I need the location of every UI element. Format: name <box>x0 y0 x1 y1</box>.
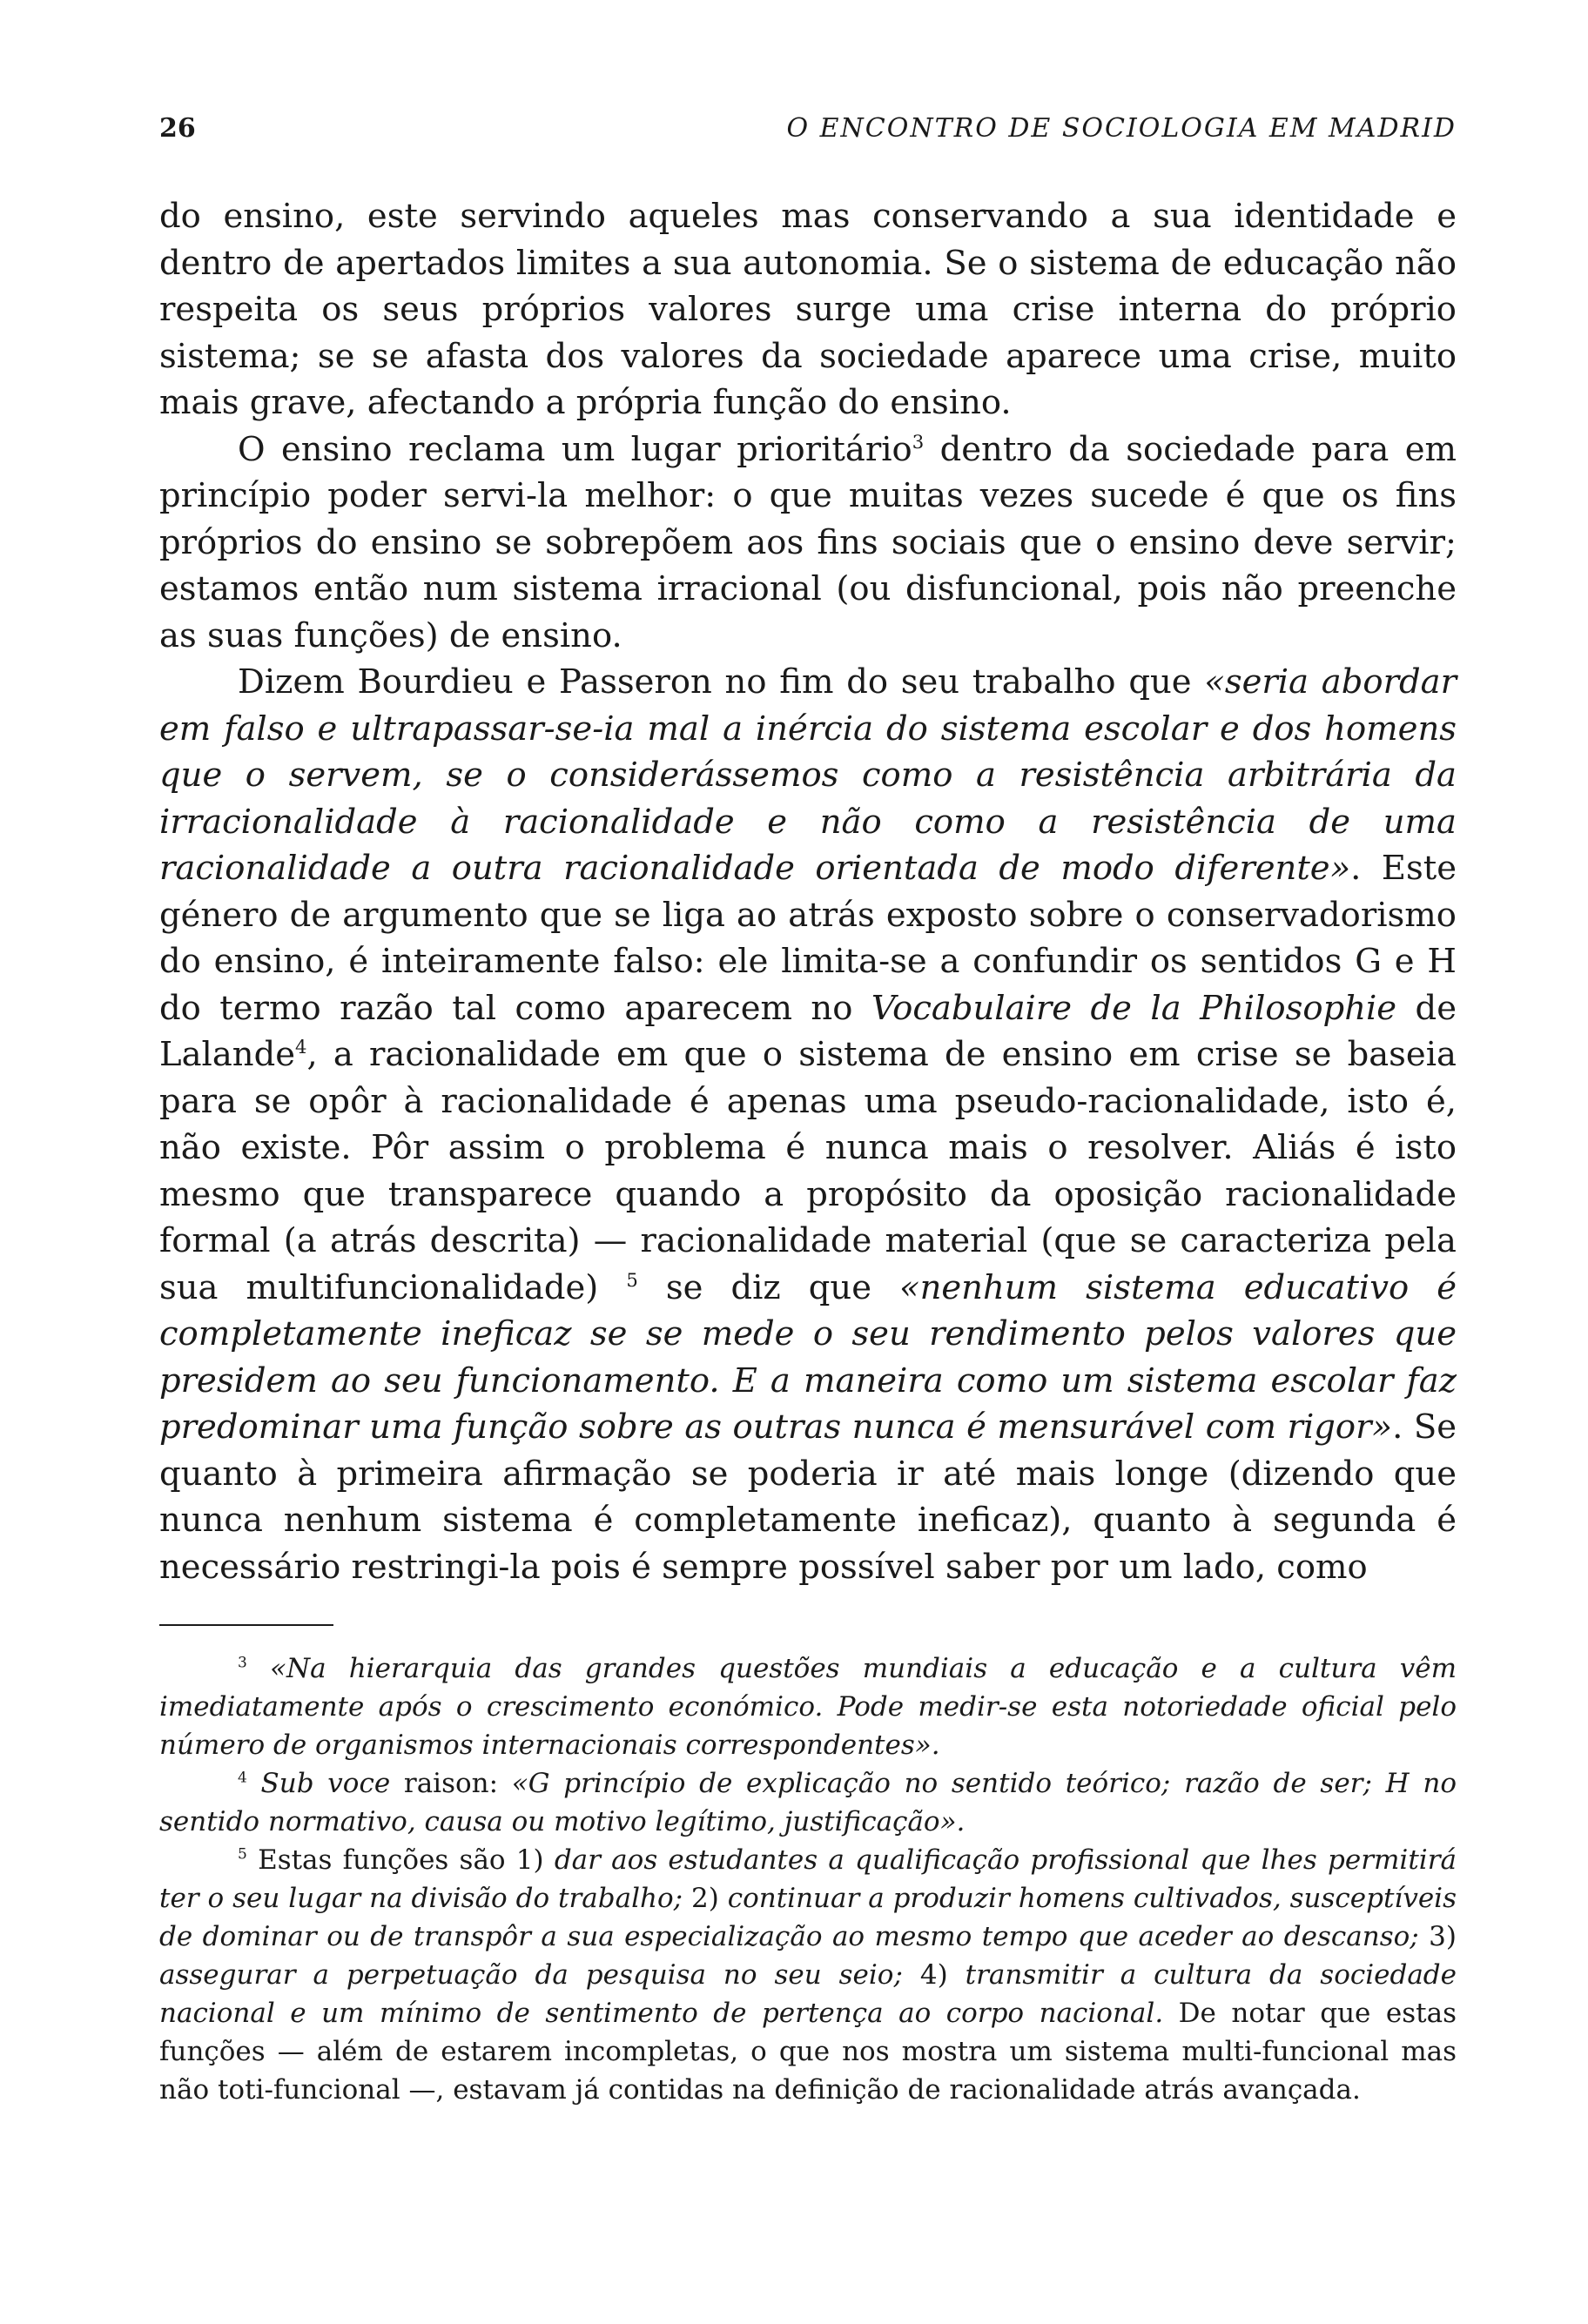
footnote-5-text-i: De notar que estas funções — além de estarem incompletas, o que nos mostra um sistema multi-funcional mas não toti-funcional —, estavam já contidas na definição de racionalidade atrás avançada. <box>159 1998 1457 2106</box>
footnote-5-text-b: dar aos estudantes a qualificação profissional que lhes permitirá ter o seu lugar na divisão do trabalho; <box>159 1844 1457 1914</box>
footnote-3-text: «Na hierarquia das grandes questões mundiais a educação e a cultura vêm imediatamente após o crescimento económico. Pode medir-se esta notoriedade oficial pelo número de organismos internacionais correspondentes». <box>159 1653 1457 1761</box>
paragraph-2-text-b: dentro da sociedade para em princípio poder servi-la melhor: o que muitas vezes sucede é que os fins próprios do ensino se sobrepõem aos fins sociais que o ensino deve servir; estamos então num sistema irracional (ou disfuncional, pois não preenche as suas funções) de ensino. <box>159 429 1457 655</box>
running-head <box>159 111 1457 146</box>
footnote-4-text-a: Sub voce <box>260 1768 391 1799</box>
footnote-5-text-a: Estas funções são 1) <box>258 1844 555 1876</box>
page-number: 26 <box>159 113 196 144</box>
paragraph-3-text-e: se diz que <box>637 1267 900 1307</box>
footnote-ref-5: 5 <box>626 1268 638 1291</box>
footnote-divider <box>159 1624 333 1626</box>
educational-system-quote: «nenhum sistema educativo é completamente ineficaz se se mede o seu rendimento pelos valores que presidem ao seu funcionamento. E a maneira como um sistema escolar faz predominar uma função sobre as outras nunca é mensurável com rigor» <box>159 1267 1457 1447</box>
paragraph-3-text-f: . Se quanto à primeira afirmação se poderia ir até mais longe (dizendo que nunca nenhum sistema é completamente ineficaz), quanto à segunda é necessário restringi-la pois é sempre possível saber por um lado, como <box>159 1407 1457 1587</box>
paragraph-1: do ensino, este servindo aqueles mas conservando a sua identidade e dentro de apertados limites a sua autonomia. Se o sistema de educação não respeita os seus próprios valores surge uma crise interna do próprio sistema; se se afasta dos valores da sociedade aparece uma crise, muito mais grave, afectando a própria função do ensino. <box>159 197 1457 422</box>
paragraph-3-text-a: Dizem Bourdieu e Passeron no fim do seu trabalho que <box>238 662 1205 702</box>
footnotes <box>159 1649 1457 2109</box>
footnote-5 <box>159 1841 1457 2109</box>
footnote-4-text-c: «G princípio de explicação no sentido teórico; razão de ser; H no sentido normativo, causa ou motivo legítimo, justificação». <box>159 1768 1457 1837</box>
paragraph-3-text-c: de Lalande <box>159 988 1457 1074</box>
footnote-ref-3: 3 <box>912 430 925 453</box>
paragraph-2-text-a: O ensino reclama um lugar prioritário <box>238 429 912 469</box>
footnote-5-text-g: 4) <box>902 1959 966 1991</box>
running-title: O ENCONTRO DE SOCIOLOGIA EM MADRID <box>786 113 1457 144</box>
paragraph-2 <box>159 427 1457 660</box>
paragraph-3-text-d: , a racionalidade em que o sistema de ensino em crise se baseia para se opôr à racionalidade é apenas uma pseudo-racionalidade, isto é, não existe. Pôr assim o problema é nunca mais o resolver. Aliás é isto mesmo que transparece quando a propósito da oposição racionalidade formal (a atrás descrita) — racionalidade material (que se caracteriza pela sua multifuncionalidade) <box>159 1035 1457 1307</box>
bourdieu-passeron-quote: «seria abordar em falso e ultrapassar-se-ia mal a inércia do sistema escolar e dos homens que o servem, se o considerássemos como a resistência arbitrária da irracionalidade à racionalidade e não como a resistência de uma racionalidade a outra racionalidade orientada de modo diferente» <box>159 662 1457 888</box>
footnote-5-text-f: assegurar a perpetuação da pesquisa no seu seio; <box>159 1959 903 1991</box>
footnote-5-text-d: continuar a produzir homens cultivados, susceptíveis de dominar ou de transpôr a sua especialização ao mesmo tempo que aceder ao descanso; <box>159 1883 1457 1952</box>
footnote-ref-4: 4 <box>295 1036 307 1058</box>
footnote-4-text-b: raison: <box>390 1768 512 1799</box>
paragraph-3-text-b: . Este género de argumento que se liga ao atrás exposto sobre o conservadorismo do ensino, é inteiramente falso: ele limita-se a confundir os sentidos G e H do termo razão tal como aparecem no <box>159 849 1457 1028</box>
footnote-4 <box>159 1764 1457 1841</box>
footnote-3 <box>159 1649 1457 1764</box>
footnote-4-number: 4 <box>238 1769 247 1787</box>
paragraph-3 <box>159 659 1457 1590</box>
main-text <box>159 193 1457 1590</box>
footnote-5-text-h: transmitir a cultura da sociedade nacional e um mínimo de sentimento de pertença ao corpo nacional. <box>159 1959 1457 2029</box>
footnote-5-text-e: 3) <box>1418 1921 1457 1952</box>
footnote-3-number: 3 <box>238 1654 247 1672</box>
footnote-5-text-c: 2) <box>683 1883 728 1914</box>
footnote-5-number: 5 <box>238 1845 247 1864</box>
book-title: Vocabulaire de la Philosophie <box>871 988 1397 1028</box>
